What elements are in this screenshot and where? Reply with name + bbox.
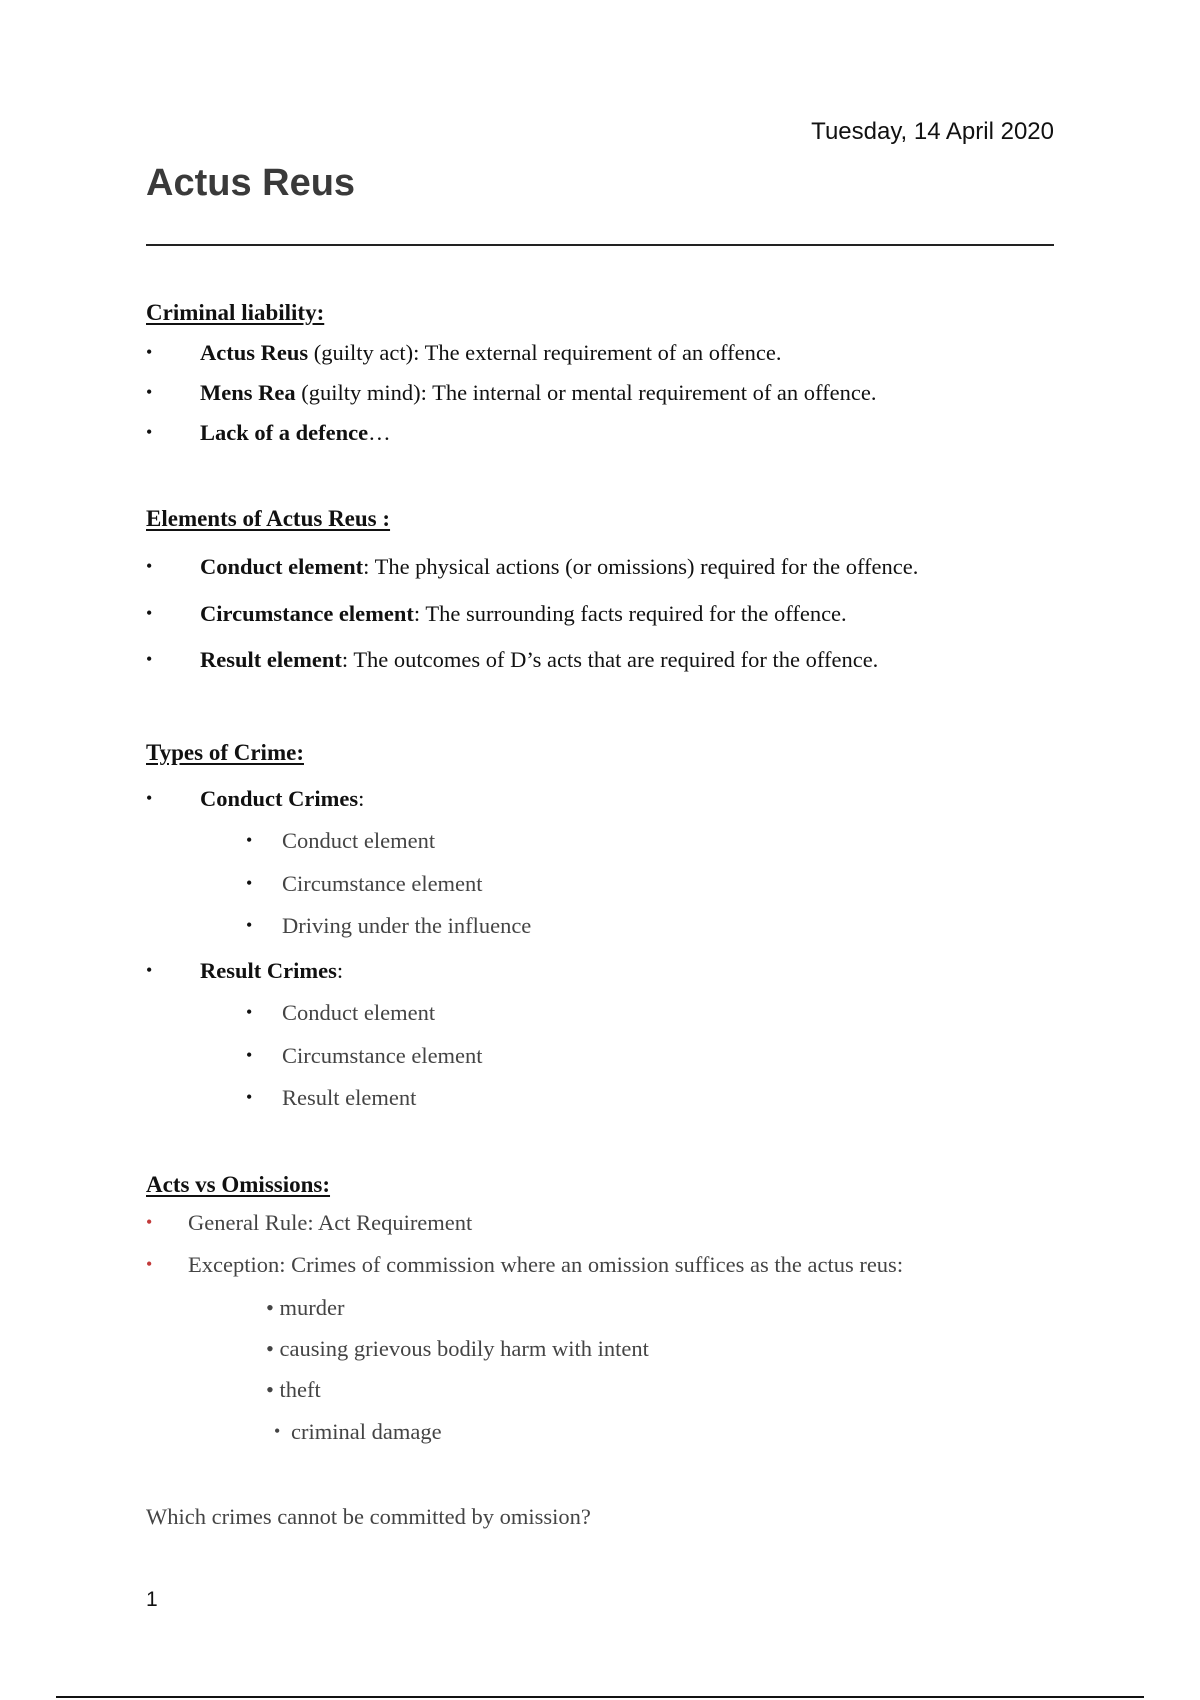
section-heading-criminal-liability: Criminal liability:: [146, 300, 325, 325]
list-item: Result element: The outcomes of D’s acts that are required for the offence.: [200, 647, 879, 672]
sub-list-item: Conduct element: [282, 1000, 436, 1025]
section-heading-types: Types of Crime:: [146, 740, 304, 765]
bullet-icon: •: [146, 603, 153, 623]
bullet-icon: •: [146, 788, 153, 808]
bullet-icon: •: [246, 1087, 253, 1107]
bullet-icon: •: [146, 960, 153, 980]
list-item-conduct-crimes: Conduct Crimes:: [200, 786, 365, 811]
red-bullet-icon: •: [146, 1254, 153, 1274]
sub-list-item: Circumstance element: [282, 871, 483, 896]
bullet-icon: •: [146, 649, 153, 669]
list-item: General Rule: Act Requirement: [188, 1210, 473, 1235]
list-item: Lack of a defence…: [200, 420, 391, 445]
red-bullet-icon: •: [146, 1212, 153, 1232]
bullet-icon: •: [246, 1002, 253, 1022]
bullet-icon: •: [246, 1045, 253, 1065]
sub-list-item: • causing grievous bodily harm with intent: [266, 1336, 649, 1361]
list-item: Exception: Crimes of commission where an omission suffices as the actus reus:: [188, 1252, 904, 1277]
bullet-icon: •: [274, 1421, 281, 1441]
bullet-icon: •: [246, 915, 253, 935]
list-item: Actus Reus (guilty act): The external requirement of an offence.: [200, 340, 782, 365]
sub-list-item: Conduct element: [282, 828, 436, 853]
list-item: Mens Rea (guilty mind): The internal or mental requirement of an offence.: [200, 380, 877, 405]
section-heading-elements: Elements of Actus Reus :: [146, 506, 391, 531]
page-number: 1: [146, 1588, 158, 1611]
list-item: Conduct element: The physical actions (or omissions) required for the offence.: [200, 554, 919, 579]
bullet-icon: •: [246, 873, 253, 893]
sub-list-item: Driving under the influence: [282, 913, 532, 938]
sub-list-item: • murder: [266, 1295, 345, 1320]
bullet-icon: •: [146, 422, 153, 442]
bullet-icon: •: [146, 556, 153, 576]
bullet-icon: •: [146, 382, 153, 402]
sub-list-item: • theft: [266, 1377, 321, 1402]
bottom-divider: [56, 1696, 1144, 1698]
bullet-icon: •: [246, 830, 253, 850]
sub-list-item: criminal damage: [291, 1419, 442, 1444]
list-item-result-crimes: Result Crimes:: [200, 958, 344, 983]
sub-list-item: Circumstance element: [282, 1043, 483, 1068]
title-divider: [146, 244, 1054, 246]
list-item: Circumstance element: The surrounding facts required for the offence.: [200, 601, 847, 626]
date: Tuesday, 14 April 2020: [811, 118, 1054, 145]
section-heading-acts-omissions: Acts vs Omissions:: [146, 1172, 331, 1197]
sub-list-item: Result element: [282, 1085, 417, 1110]
page-title: Actus Reus: [146, 162, 356, 204]
question-text: Which crimes cannot be committed by omission?: [146, 1504, 591, 1529]
bullet-icon: •: [146, 342, 153, 362]
